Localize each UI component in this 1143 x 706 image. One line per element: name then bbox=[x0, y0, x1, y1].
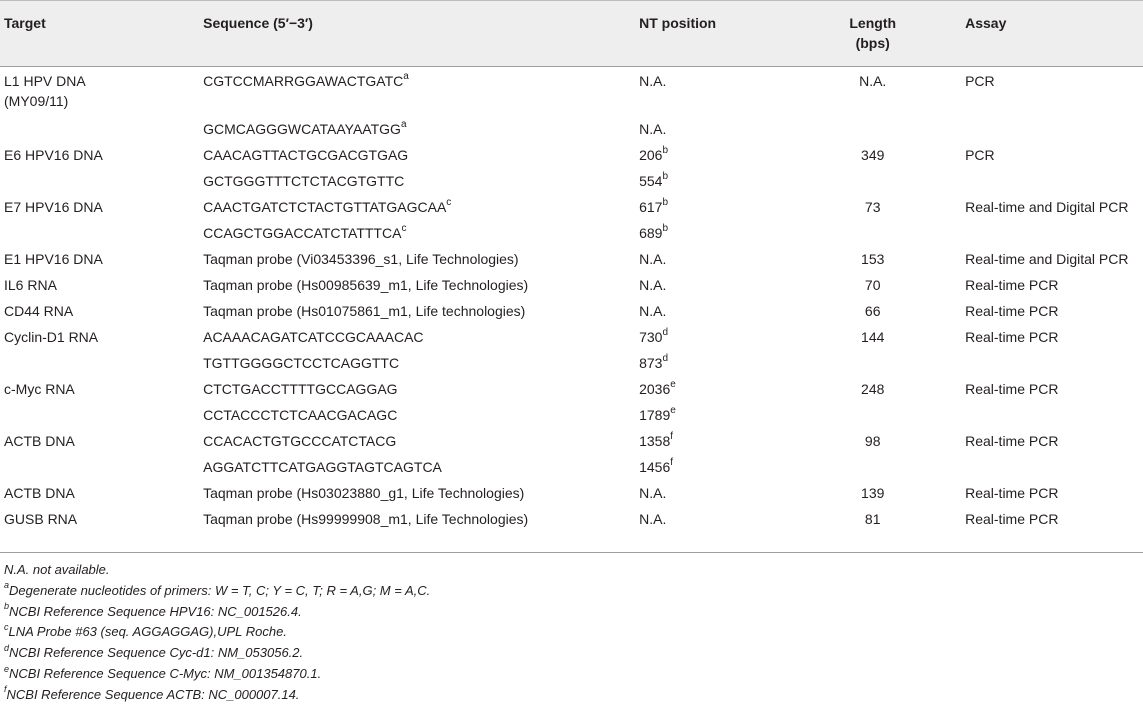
cell-nt-position bbox=[639, 218, 780, 244]
cell-assay bbox=[965, 296, 1143, 322]
table-footnotes bbox=[4, 560, 430, 706]
cell-length bbox=[780, 426, 965, 452]
table-row bbox=[0, 114, 1143, 140]
cell-nt-position bbox=[639, 504, 780, 530]
footnote bbox=[4, 560, 430, 581]
cell-target bbox=[0, 218, 203, 244]
nt-footnote-mark: f bbox=[670, 431, 674, 443]
cell-assay bbox=[965, 374, 1143, 400]
header-length bbox=[780, 0, 965, 66]
cell-length bbox=[780, 504, 965, 530]
sequence-text: GCMCAGGGWCATAAYAATGG bbox=[203, 121, 401, 137]
sequence-text: Taqman probe (Hs01075861_m1, Life technologies) bbox=[203, 303, 526, 319]
nt-position-value: 873 bbox=[639, 355, 663, 371]
nt-footnote-mark: e bbox=[670, 379, 676, 391]
cell-sequence bbox=[203, 426, 639, 452]
header-length-unit: (bps) bbox=[855, 35, 890, 51]
cell-target bbox=[0, 244, 203, 270]
assay-value: Real-time and Digital PCR bbox=[965, 251, 1129, 267]
cell-target bbox=[0, 426, 203, 452]
target-sublabel: (MY09/11) bbox=[4, 93, 69, 109]
nt-position-value: 2036 bbox=[639, 381, 671, 397]
nt-position-value: 730 bbox=[639, 329, 663, 345]
cell-sequence bbox=[203, 348, 639, 374]
cell-sequence bbox=[203, 504, 639, 530]
target-label: CD44 RNA bbox=[4, 303, 74, 319]
cell-target bbox=[0, 296, 203, 322]
sequence-footnote-mark: c bbox=[446, 197, 452, 209]
assay-value: Real-time and Digital PCR bbox=[965, 199, 1129, 215]
assay-value: Real-time PCR bbox=[965, 381, 1059, 397]
sequence-text: TGTTGGGGCTCCTCAGGTTC bbox=[203, 355, 400, 371]
footnote-text: Degenerate nucleotides of primers: W = T, C; Y = C, T; R = A,G; M = A,C. bbox=[9, 582, 431, 598]
nt-footnote-mark: f bbox=[670, 457, 674, 469]
cell-nt-position bbox=[639, 322, 780, 348]
cell-nt-position bbox=[639, 374, 780, 400]
footnote-text: N.A. not available. bbox=[4, 562, 110, 577]
table-row bbox=[0, 426, 1143, 452]
assay-value: PCR bbox=[965, 73, 995, 89]
sequence-text: Taqman probe (Hs03023880_g1, Life Technologies) bbox=[203, 485, 525, 501]
cell-assay bbox=[965, 140, 1143, 166]
header-sequence: Sequence (5′−3′) bbox=[203, 15, 313, 31]
sequence-footnote-mark: c bbox=[401, 223, 407, 235]
cell-target bbox=[0, 348, 203, 374]
header-assay: Assay bbox=[965, 15, 1007, 31]
length-value: 73 bbox=[864, 199, 881, 215]
cell-assay bbox=[965, 478, 1143, 504]
cell-sequence bbox=[203, 140, 639, 166]
cell-target bbox=[0, 66, 203, 114]
target-label: E1 HPV16 DNA bbox=[4, 251, 103, 267]
cell-target bbox=[0, 270, 203, 296]
footnote-mark: d bbox=[4, 642, 10, 653]
top-rule bbox=[0, 0, 1143, 1]
cell-nt-position bbox=[639, 296, 780, 322]
target-label: GUSB RNA bbox=[4, 511, 78, 527]
table-row bbox=[0, 218, 1143, 244]
cell-nt-position bbox=[639, 400, 780, 426]
footnote bbox=[4, 643, 430, 664]
cell-length bbox=[780, 244, 965, 270]
header-target: Target bbox=[4, 15, 46, 31]
cell-sequence bbox=[203, 66, 639, 114]
cell-assay bbox=[965, 270, 1143, 296]
cell-sequence bbox=[203, 452, 639, 478]
cell-target bbox=[0, 114, 203, 140]
nt-footnote-mark: b bbox=[662, 223, 669, 235]
cell-length bbox=[780, 374, 965, 400]
assay-value: Real-time PCR bbox=[965, 511, 1059, 527]
footnote-text: NCBI Reference Sequence C-Myc: NM_001354870.1. bbox=[9, 665, 322, 681]
header-rule bbox=[0, 66, 1143, 67]
cell-assay bbox=[965, 504, 1143, 530]
table-row bbox=[0, 244, 1143, 270]
nt-position-value: N.A. bbox=[639, 73, 667, 89]
cell-length bbox=[780, 166, 965, 192]
header-length-label: Length bbox=[849, 15, 897, 31]
nt-position-value: N.A. bbox=[639, 121, 667, 137]
sequence-text: GCTGGGTTTCTCTACGTGTTC bbox=[203, 173, 405, 189]
cell-target bbox=[0, 166, 203, 192]
footnote-text: NCBI Reference Sequence HPV16: NC_001526.4. bbox=[9, 603, 302, 619]
cell-assay bbox=[965, 66, 1143, 114]
cell-nt-position bbox=[639, 452, 780, 478]
table-row bbox=[0, 400, 1143, 426]
cell-nt-position bbox=[639, 426, 780, 452]
table-row bbox=[0, 348, 1143, 374]
cell-nt-position bbox=[639, 140, 780, 166]
sequence-footnote-mark: a bbox=[400, 119, 407, 131]
sequence-text: CGTCCMARRGGAWACTGATC bbox=[203, 73, 404, 89]
cell-target bbox=[0, 322, 203, 348]
length-value: 248 bbox=[861, 381, 885, 397]
footnote-text: NCBI Reference Sequence ACTB: NC_000007.14. bbox=[6, 686, 300, 702]
header-nt-position: NT position bbox=[639, 15, 717, 31]
target-label: E7 HPV16 DNA bbox=[4, 199, 103, 215]
table-header bbox=[0, 0, 1143, 66]
length-value: 81 bbox=[864, 511, 881, 527]
length-value: 153 bbox=[861, 251, 885, 267]
cell-length bbox=[780, 114, 965, 140]
table-row bbox=[0, 296, 1143, 322]
length-value: 98 bbox=[864, 433, 881, 449]
table-body bbox=[0, 66, 1143, 530]
header-row bbox=[0, 0, 1143, 66]
cell-assay bbox=[965, 400, 1143, 426]
sequence-text: CCAGCTGGACCATCTATTTCA bbox=[203, 225, 402, 241]
sequence-text: CCACACTGTGCCCATCTACG bbox=[203, 433, 397, 449]
cell-target bbox=[0, 400, 203, 426]
footnote-mark: f bbox=[4, 684, 7, 695]
cell-length bbox=[780, 140, 965, 166]
nt-position-value: N.A. bbox=[639, 511, 667, 527]
nt-position-value: 617 bbox=[639, 199, 663, 215]
cell-nt-position bbox=[639, 270, 780, 296]
table-row bbox=[0, 270, 1143, 296]
table-row bbox=[0, 166, 1143, 192]
footnote-mark: e bbox=[4, 663, 10, 674]
target-label: c-Myc RNA bbox=[4, 381, 75, 397]
table-row bbox=[0, 192, 1143, 218]
sequence-text: Taqman probe (Vi03453396_s1, Life Technologies) bbox=[203, 251, 519, 267]
assay-value: Real-time PCR bbox=[965, 329, 1059, 345]
cell-length bbox=[780, 218, 965, 244]
cell-nt-position bbox=[639, 348, 780, 374]
cell-target bbox=[0, 192, 203, 218]
length-value: 349 bbox=[861, 147, 885, 163]
cell-assay bbox=[965, 218, 1143, 244]
nt-position-value: 1358 bbox=[639, 433, 671, 449]
cell-target bbox=[0, 478, 203, 504]
footnote-mark: a bbox=[4, 580, 10, 591]
target-label: ACTB DNA bbox=[4, 433, 75, 449]
cell-sequence bbox=[203, 166, 639, 192]
cell-length bbox=[780, 270, 965, 296]
nt-footnote-mark: b bbox=[662, 171, 669, 183]
nt-position-value: N.A. bbox=[639, 277, 667, 293]
cell-sequence bbox=[203, 374, 639, 400]
target-label: IL6 RNA bbox=[4, 277, 57, 293]
cell-assay bbox=[965, 426, 1143, 452]
cell-target bbox=[0, 504, 203, 530]
table-row bbox=[0, 66, 1143, 114]
cell-assay bbox=[965, 166, 1143, 192]
cell-length bbox=[780, 322, 965, 348]
length-value: 70 bbox=[864, 277, 881, 293]
cell-length bbox=[780, 400, 965, 426]
footnote bbox=[4, 602, 430, 623]
sequence-text: CCTACCCTCTCAACGACAGC bbox=[203, 407, 398, 423]
table-row bbox=[0, 452, 1143, 478]
cell-length bbox=[780, 478, 965, 504]
cell-length bbox=[780, 452, 965, 478]
cell-assay bbox=[965, 322, 1143, 348]
cell-sequence bbox=[203, 192, 639, 218]
target-label: E6 HPV16 DNA bbox=[4, 147, 103, 163]
nt-position-value: 689 bbox=[639, 225, 663, 241]
cell-assay bbox=[965, 348, 1143, 374]
cell-sequence bbox=[203, 270, 639, 296]
sequence-text: ACAAACAGATCATCCGCAAACAC bbox=[203, 329, 424, 345]
target-label: ACTB DNA bbox=[4, 485, 75, 501]
table-row bbox=[0, 374, 1143, 400]
footnote-mark: b bbox=[4, 601, 10, 612]
cell-length bbox=[780, 348, 965, 374]
cell-target bbox=[0, 374, 203, 400]
footnote bbox=[4, 685, 430, 706]
bottom-rule bbox=[0, 552, 1143, 553]
sequence-text: CAACTGATCTCTACTGTTATGAGCAA bbox=[203, 199, 447, 215]
cell-target bbox=[0, 452, 203, 478]
cell-assay bbox=[965, 452, 1143, 478]
target-label: L1 HPV DNA bbox=[4, 73, 86, 89]
table-row bbox=[0, 504, 1143, 530]
length-value: N.A. bbox=[859, 73, 887, 89]
footnote bbox=[4, 664, 430, 685]
table-row bbox=[0, 140, 1143, 166]
cell-nt-position bbox=[639, 244, 780, 270]
cell-assay bbox=[965, 114, 1143, 140]
sequence-footnote-mark: a bbox=[403, 71, 409, 83]
sequence-text: Taqman probe (Hs00985639_m1, Life Technologies) bbox=[203, 277, 529, 293]
nt-footnote-mark: d bbox=[662, 327, 669, 339]
sequence-text: AGGATCTTCATGAGGTAGTCAGTCA bbox=[203, 459, 442, 475]
nt-position-value: 1789 bbox=[639, 407, 671, 423]
cell-sequence bbox=[203, 400, 639, 426]
nt-footnote-mark: e bbox=[670, 405, 676, 417]
assay-value: Real-time PCR bbox=[965, 277, 1059, 293]
cell-sequence bbox=[203, 322, 639, 348]
cell-target bbox=[0, 140, 203, 166]
cell-nt-position bbox=[639, 114, 780, 140]
table-row bbox=[0, 322, 1143, 348]
nt-position-value: N.A. bbox=[639, 485, 667, 501]
cell-assay bbox=[965, 192, 1143, 218]
nt-footnote-mark: b bbox=[662, 145, 669, 157]
footnote-text: NCBI Reference Sequence Cyc-d1: NM_053056.2. bbox=[9, 645, 304, 661]
table-row bbox=[0, 478, 1143, 504]
cell-sequence bbox=[203, 244, 639, 270]
sequence-text: Taqman probe (Hs99999908_m1, Life Technologies) bbox=[203, 511, 529, 527]
assay-value: PCR bbox=[965, 147, 995, 163]
cell-nt-position bbox=[639, 478, 780, 504]
nt-position-value: 1456 bbox=[639, 459, 671, 475]
assay-value: Real-time PCR bbox=[965, 433, 1059, 449]
cell-length bbox=[780, 192, 965, 218]
cell-sequence bbox=[203, 218, 639, 244]
length-value: 144 bbox=[861, 329, 885, 345]
footnote-text: LNA Probe #63 (seq. AGGAGGAG),UPL Roche. bbox=[8, 624, 287, 640]
nt-position-value: 554 bbox=[639, 173, 663, 189]
footnote bbox=[4, 622, 430, 643]
cell-sequence bbox=[203, 114, 639, 140]
sequence-text: CAACAGTTACTGCGACGTGAG bbox=[203, 147, 409, 163]
footnote-mark: c bbox=[4, 622, 9, 633]
cell-sequence bbox=[203, 478, 639, 504]
nt-position-value: 206 bbox=[639, 147, 663, 163]
footnote bbox=[4, 581, 430, 602]
nt-position-value: N.A. bbox=[639, 303, 667, 319]
nt-footnote-mark: b bbox=[662, 197, 669, 209]
assay-value: Real-time PCR bbox=[965, 303, 1059, 319]
cell-assay bbox=[965, 244, 1143, 270]
length-value: 139 bbox=[861, 485, 885, 501]
assay-value: Real-time PCR bbox=[965, 485, 1059, 501]
nt-position-value: N.A. bbox=[639, 251, 667, 267]
cell-length bbox=[780, 296, 965, 322]
cell-nt-position bbox=[639, 166, 780, 192]
cell-sequence bbox=[203, 296, 639, 322]
sequence-text: CTCTGACCTTTTGCCAGGAG bbox=[203, 381, 398, 397]
cell-nt-position bbox=[639, 192, 780, 218]
cell-nt-position bbox=[639, 66, 780, 114]
target-label: Cyclin-D1 RNA bbox=[4, 329, 99, 345]
length-value: 66 bbox=[864, 303, 881, 319]
nt-footnote-mark: d bbox=[662, 353, 669, 365]
cell-length bbox=[780, 66, 965, 114]
